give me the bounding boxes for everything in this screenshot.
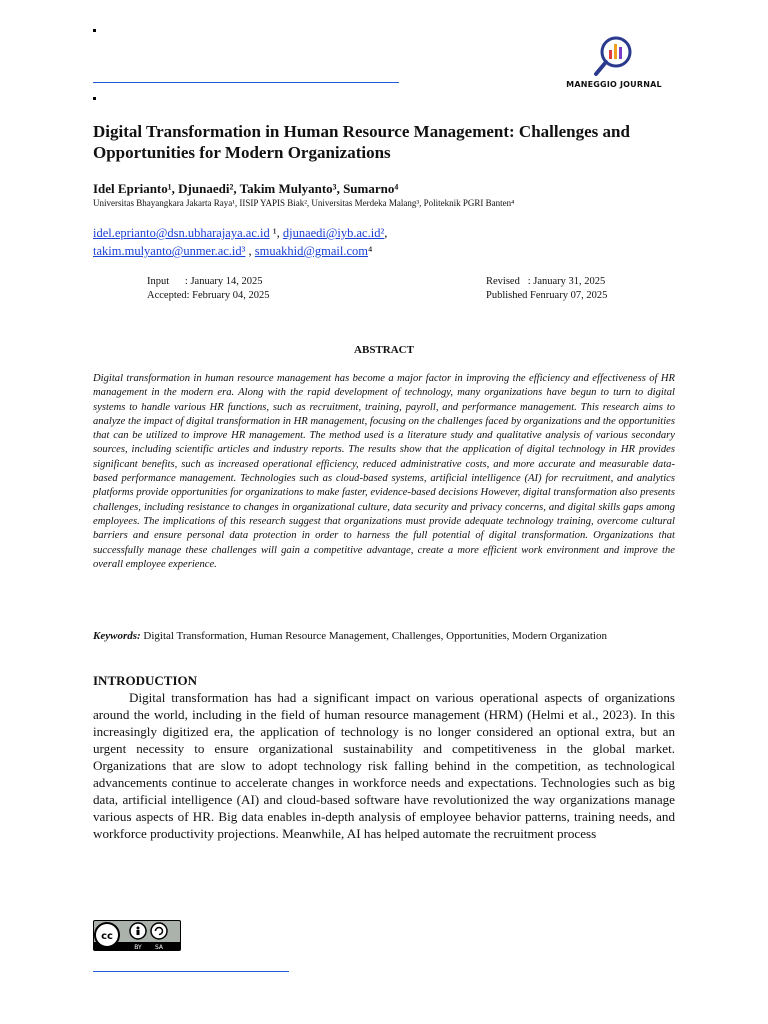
revised-date: Revised : January 31, 2025 xyxy=(486,276,606,287)
keywords-label: Keywords: xyxy=(93,630,141,642)
input-date: Input : January 14, 2025 xyxy=(147,276,263,287)
dates-right xyxy=(486,275,607,303)
header-rule xyxy=(93,82,399,83)
corner-mark-top xyxy=(93,29,96,32)
email-link-2[interactable]: djunaedi@iyb.ac.id² xyxy=(282,226,385,240)
paper-title: Digital Transformation in Human Resource Management: Challenges and Opportunities for Modern Organizations xyxy=(93,122,630,162)
journal-logo xyxy=(566,34,662,94)
accepted-date: Accepted: February 04, 2025 xyxy=(147,290,270,301)
email-sep-3: , xyxy=(245,244,255,258)
published-date: Published Fenruary 07, 2025 xyxy=(486,290,608,301)
journal-name: MANEGGIO JOURNAL xyxy=(566,80,662,89)
abstract-heading: ABSTRACT xyxy=(354,344,414,356)
author-list: Idel Eprianto¹, Djunaedi², Takim Mulyanto³, Sumarno⁴ xyxy=(93,181,399,196)
keywords-list: Digital Transformation, Human Resource Management, Challenges, Opportunities, Modern Organization xyxy=(140,630,607,642)
footer-rule xyxy=(93,971,289,972)
email-link-1[interactable]: idel.eprianto@dsn.ubharajaya.ac.id xyxy=(93,226,270,240)
email-sep-1: ¹, xyxy=(269,226,283,240)
author-emails xyxy=(93,224,693,260)
cc-by-sa-icon xyxy=(93,920,181,951)
cc-license-badge[interactable] xyxy=(93,920,181,951)
abstract-text: Digital transformation in human resource management has become a major factor in improving the efficiency and effectiveness of HR management in the modern era. Along with the rapid development of technology, many organizations have begun to turn to digital systems to handle various HR functions, such as recruitment, training, payroll, and performance management. This research aims to analyze the impact of digital transformation in HR management, focusing on the challenges faced by organizations and the opportunities that can be utilized to improve HR management. The method used is a literature study and qualitative analysis of various secondary sources, including scientific articles and industry reports. The results show that the application of digital technology in HR provides significant benefits, such as increased operational efficiency, reduced administrative costs, and more accurate and measurable data-based performance management. Technologies such as cloud-based systems, artificial intelligence (AI) for recruitment, and analytics platforms provide opportunities for organizations to make faster, evidence-based decisions However, digital transformation also presents challenges, including resistance to changes in organizational culture, data security and privacy concerns, and digital skills gaps among employees. The implications of this research suggest that organizations must provide adequate technology training, overcome cultural barriers and ensure personal data protection in order to harness the full potential of digital transformation. Organizations that successfully manage these challenges will gain a competitive advantage, create a more efficient work environment and improve the overall employee experience. xyxy=(93,373,675,570)
introduction-text: Digital transformation has had a significant impact on various operational aspects of organizations around the world, including in the field of human resource management (HRM) (Helmi et al., 2023). In this increasingly digitized era, the application of technology is no longer considered an optional extra, but an urgent necessity to ensure organizational sustainability and competitiveness in the global market. Organizations that are slow to adopt technology risk falling behind in the competition, as technological advancements continue to accelerate changes in workforce needs and expectations. Technologies such as big data, artificial intelligence (AI) and cloud-based software have revolutionized the way organizations manage various aspects of HR. Big data enables in-depth analysis of employee behavior patterns, training needs, and workforce productivity projections. Meanwhile, AI has helped automate the recruitment process xyxy=(93,690,675,841)
affiliations: Universitas Bhayangkara Jakarta Raya¹, IISIP YAPIS Biak², Universitas Merdeka Malang³, Politeknik PGRI Banten⁴ xyxy=(93,198,515,208)
cc-sa-label: SA xyxy=(154,944,164,951)
keywords xyxy=(93,629,675,644)
dates-left xyxy=(147,275,269,303)
corner-mark-bottom xyxy=(93,97,96,100)
introduction-heading: INTRODUCTION xyxy=(93,673,198,688)
email-sep-4: ⁴ xyxy=(368,244,373,258)
magnifier-chart-icon xyxy=(566,34,662,82)
email-link-4[interactable]: smuakhid@gmail.com xyxy=(254,244,368,258)
cc-by-label: BY xyxy=(134,944,142,951)
svg-text:cc: cc xyxy=(101,931,113,942)
email-link-3[interactable]: takim.mulyanto@unmer.ac.id³ xyxy=(93,244,246,258)
email-sep-2: , xyxy=(384,226,388,240)
